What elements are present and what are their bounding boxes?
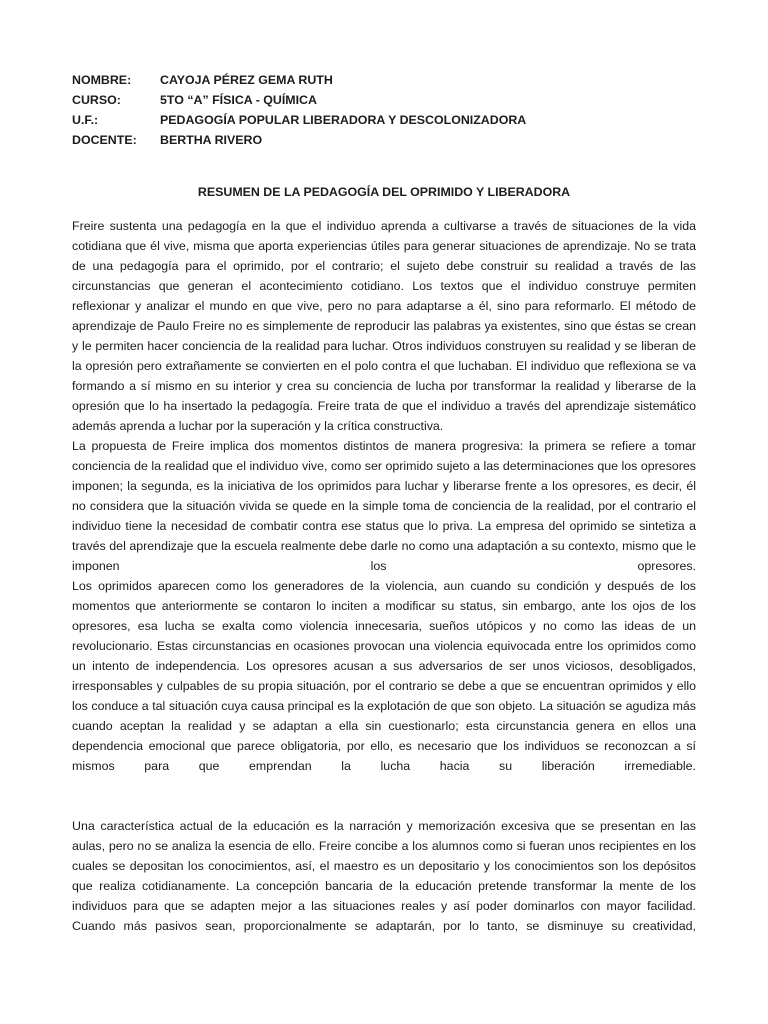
document-title: RESUMEN DE LA PEDAGOGÍA DEL OPRIMIDO Y LIBERADORA [197, 185, 571, 199]
value-uf: PEDAGOGÍA POPULAR LIBERADORA Y DESCOLONIZADORA [160, 113, 527, 127]
paragraph-1: Freire sustenta una pedagogía en la que el individuo aprenda a cultivarse a través de situaciones de la vida cotidiana que él vive, misma que aporta experiencias útiles para generar situaciones de aprendizaje. No se trata de una pedagogía para el oprimido, por el contrario; el sujeto debe construir su realidad a través de las circunstancias que generan el acontecimiento cotidiano. Los textos que el individuo construye permiten reflexionar y analizar el mundo en que vive, pero no para adaptarse a él, sino para reformarlo. El método de aprendizaje de Paulo Freire no es simplemente de reproducir las palabras ya existentes, sino que éstas se crean y le permiten hacer conciencia de la realidad para luchar. Otros individuos construyen su realidad y se liberan de la opresión pero extrañamente se convierten en el polo contra el que luchaban. El individuo que reflexiona se va formando a sí mismo en su interior y crea su conciencia de lucha por transformar la realidad y liberarse de la opresión que lo ha insertado la pedagogía. Freire trata de que el individuo a través del aprendizaje sistemático además aprenda a luchar por la superación y la crítica constructiva. [72, 219, 696, 433]
label-uf: U.F.: [72, 113, 99, 127]
paragraph-2: La propuesta de Freire implica dos momentos distintos de manera progresiva: la primera se refiere a tomar conciencia de la realidad que el individuo vive, como ser oprimido sujeto a las determinaciones que los opresores imponen; la segunda, es la iniciativa de los oprimidos para luchar y liberarse frente a los opresores, es decir, él no considera que la situación vivida se quede en la simple toma de conciencia de la realidad, por el contrario el individuo tiene la necesidad de combatir contra ese status que lo priva. La empresa del oprimido se sintetiza a través del aprendizaje que la escuela realmente debe darle no como una adaptación a su contexto, mismo que le imponen los opresores. [72, 439, 696, 573]
paragraph-3: Los oprimidos aparecen como los generadores de la violencia, aun cuando su condición y después de los momentos que anteriormente se contaron lo inciten a modificar su status, sin embargo, ante los ojos de los opresores, esa lucha se exalta como violencia innecesaria, sueños utópicos y no como las ideas de un revolucionario. Estas circunstancias en ocasiones provocan una violencia equivocada entre los oprimidos como un intento de independencia. Los opresores acusan a sus adversarios de ser unos viciosos, desobligados, irresponsables y culpables de su propia situación, por el contrario se debe a que se encuentran oprimidos y ello los conduce a tal situación cuya causa principal es la explotación de que son objeto. La situación se agudiza más cuando aceptan la realidad y se adaptan a ella sin cuestionarlo; esta circunstancia genera en ellos una dependencia emocional que parece obligatoria, por ello, es necesario que los individuos se reconozcan a sí mismos para que emprendan la lucha hacia su liberación irremediable. [72, 579, 696, 773]
label-docente: DOCENTE: [72, 133, 137, 147]
value-nombre: CAYOJA PÉREZ GEMA RUTH [160, 73, 333, 87]
value-curso: 5TO “A” FÍSICA - QUÍMICA [160, 93, 317, 107]
value-docente: BERTHA RIVERO [160, 133, 263, 147]
paragraph-4: Una característica actual de la educación es la narración y memorización excesiva que se presentan en las aulas, pero no se analiza la esencia de ello. Freire concibe a los alumnos como si fueran unos recipientes en los cuales se depositan los conocimientos, así, el maestro es un depositario y los conocimientos son los depósitos que realiza cotidianamente. La concepción bancaria de la educación pretende transformar la mente de los individuos para que se adapten mejor a las situaciones reales y así poder dominarlos con mayor facilidad. Cuando más pasivos sean, proporcionalmente se adaptarán, por lo tanto, se disminuye su creatividad, [72, 819, 696, 933]
label-nombre: NOMBRE: [72, 73, 132, 87]
document-body [72, 216, 696, 936]
label-curso: CURSO: [72, 93, 121, 107]
student-info-header [72, 70, 696, 150]
